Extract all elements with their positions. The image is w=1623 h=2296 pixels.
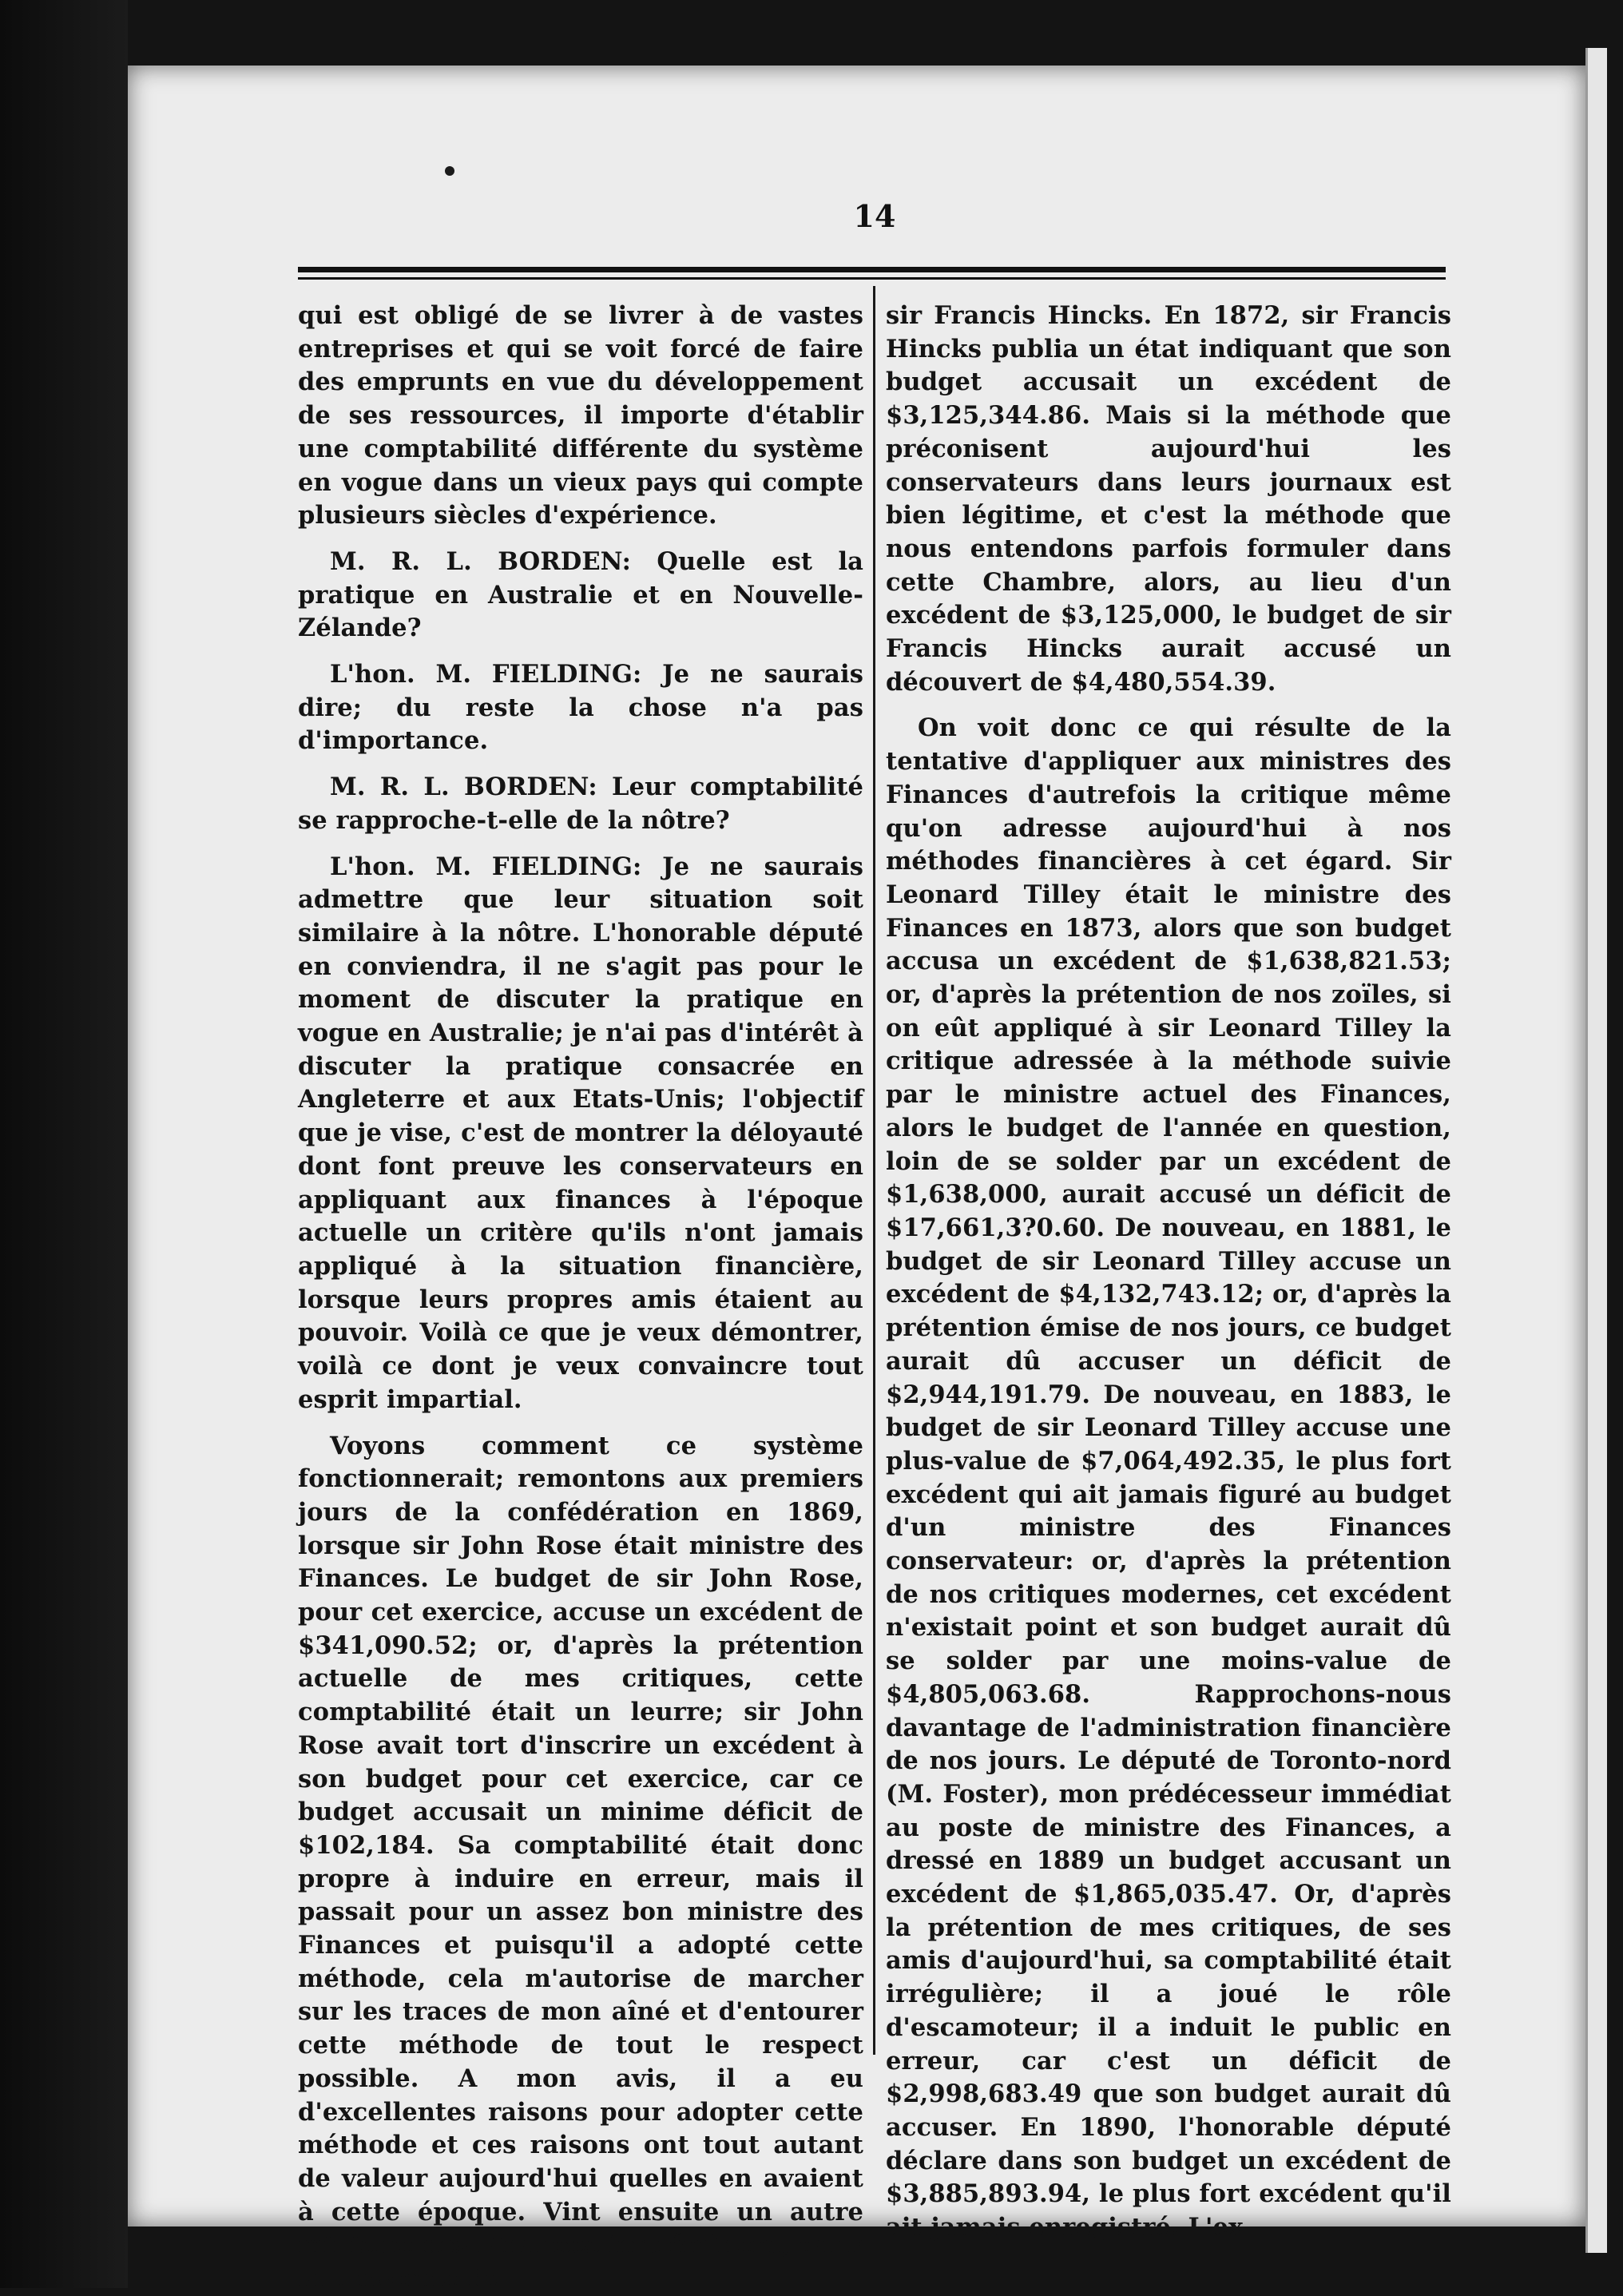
ink-dot [445, 166, 454, 176]
left-column [298, 300, 863, 2296]
header-rule-thick [298, 267, 1446, 272]
right-column [886, 300, 1451, 2245]
paragraph: On voit donc ce qui résulte de la tentative d'appliquer aux ministres des Finances d'autrefois la critique même qu'on adresse aujourd'hui à nos méthodes financières à cet égard. Sir Leonard Tilley était le ministre des Finances en 1873, alors que son budget accusa un excédent de $1,638,821.53; or, d'après la prétention de nos zoïles, si on eût appliqué à sir Leonard Tilley la critique adressée à la méthode suivie par le ministre actuel des Finances, alors le budget de l'année en question, loin de se solder par un excédent de $1,638,000, aurait accusé un déficit de $17,661,3?0.60. De nouveau, en 1881, le budget de sir Leonard Tilley accuse un excédent de $4,132,743.12; or, d'après la prétention émise de nos jours, ce budget aurait dû accuser un déficit de $2,944,191.79. De nouveau, en 1883, le budget de sir Leonard Tilley accuse une plus-value de $7,064,492.35, le plus fort excédent qui ait jamais figuré au budget d'un ministre des Finances conservateur: or, d'après la prétention de nos critiques modernes, cet excédent n'existait point et son budget aurait dû se solder par une moins-value de $4,805,063.68. Rapprochons-nous davantage de l'administration financière de nos jours. Le député de Toronto-nord (M. Foster), mon prédécesseur immédiat au poste de ministre des Finances, a dressé en 1889 un budget accusant un excédent de $1,865,035.47. Or, d'après la prétention de mes critiques, de ses amis d'aujourd'hui, sa comptabilité était irrégulière; il a joué le rôle d'escamoteur; il a induit le public en erreur, car c'est un déficit de $2,998,683.49 que son budget aurait dû accuser. En 1890, l'honorable député déclare dans son budget un excédent de $3,885,893.94, le plus fort excédent qu'il ait jamais enregistré. L'ex- [886, 713, 1451, 2242]
paper-edge [1585, 48, 1607, 2253]
paragraph: Voyons comment ce système fonctionnerait; remontons aux premiers jours de la confédération en 1869, lorsque sir John Rose était ministre des Finances. Le budget de sir John Rose, pour cet exercice, accuse un excédent de $341,090.52; or, d'après la prétention actuelle de mes critiques, cette comptabilité était un leurre; sir John Rose avait tort d'inscrire un excédent à son budget pour cet exercice, car ce budget accusait un minime déficit de $102,184. Sa comptabilité était donc propre à induire en erreur, mais il passait pour un assez bon ministre des Finances et puisqu'il a adopté cette méthode, cela m'autorise de marcher sur les traces de mon aîné et d'entourer cette méthode de tout le respect possible. A mon avis, il a eu d'excellentes raisons pour adopter cette méthode et ces raisons ont tout autant de valeur aujourd'hui quelles en avaient à cette époque. Vint ensuite un autre ministre des Finances fort éminent, dans la personne de [298, 1431, 863, 2294]
paragraph: L'hon. M. FIELDING: Je ne saurais dire; du reste la chose n'a pas d'importance. [298, 660, 863, 756]
column-divider [873, 286, 875, 2055]
paragraph: M. R. L. BORDEN: Quelle est la pratique en Australie et en Nouvelle-Zélande? [298, 546, 863, 643]
paragraph: M. R. L. BORDEN: Leur comptabilité se rapproche-t-elle de la nôtre? [298, 773, 863, 835]
paragraph: qui est obligé de se livrer à de vastes entreprises et qui se voit forcé de faire des emprunts en vue du développement de ses ressources, il importe d'établir une comptabilité différente du système en vogue dans un vieux pays qui compte plusieurs siècles d'expérience. [298, 301, 863, 530]
page-number: 14 [853, 198, 896, 234]
paragraph: L'hon. M. FIELDING: Je ne saurais admettre que leur situation soit similaire à la nôtre. L'honorable député en conviendra, il ne s'agit pas pour le moment de discuter la pratique en vogue en Australie; je n'ai pas d'intérêt à discuter la pratique consacrée en Angleterre et aux Etats-Unis; l'objectif que je vise, c'est de montrer la déloyauté dont font preuve les conservateurs en appliquant aux finances à l'époque actuelle un critère qu'ils n'ont jamais appliqué à la situation financière, lorsque leurs propres amis étaient au pouvoir. Voilà ce que je veux démontrer, voilà ce dont je veux convaincre tout esprit impartial. [298, 852, 863, 1414]
paragraph: sir Francis Hincks. En 1872, sir Francis Hincks publia un état indiquant que son budget accusait un excédent de $3,125,344.86. Mais si la méthode que préconisent aujourd'hui les conservateurs dans leurs journaux est bien légitime, et c'est la méthode que nous entendons parfois formuler dans cette Chambre, alors, au lieu d'un excédent de $3,125,000, le budget de sir Francis Hincks aurait accusé un découvert de $4,480,554.39. [886, 301, 1451, 697]
header-rule-thin [298, 277, 1446, 280]
scan-backdrop [0, 0, 128, 2288]
